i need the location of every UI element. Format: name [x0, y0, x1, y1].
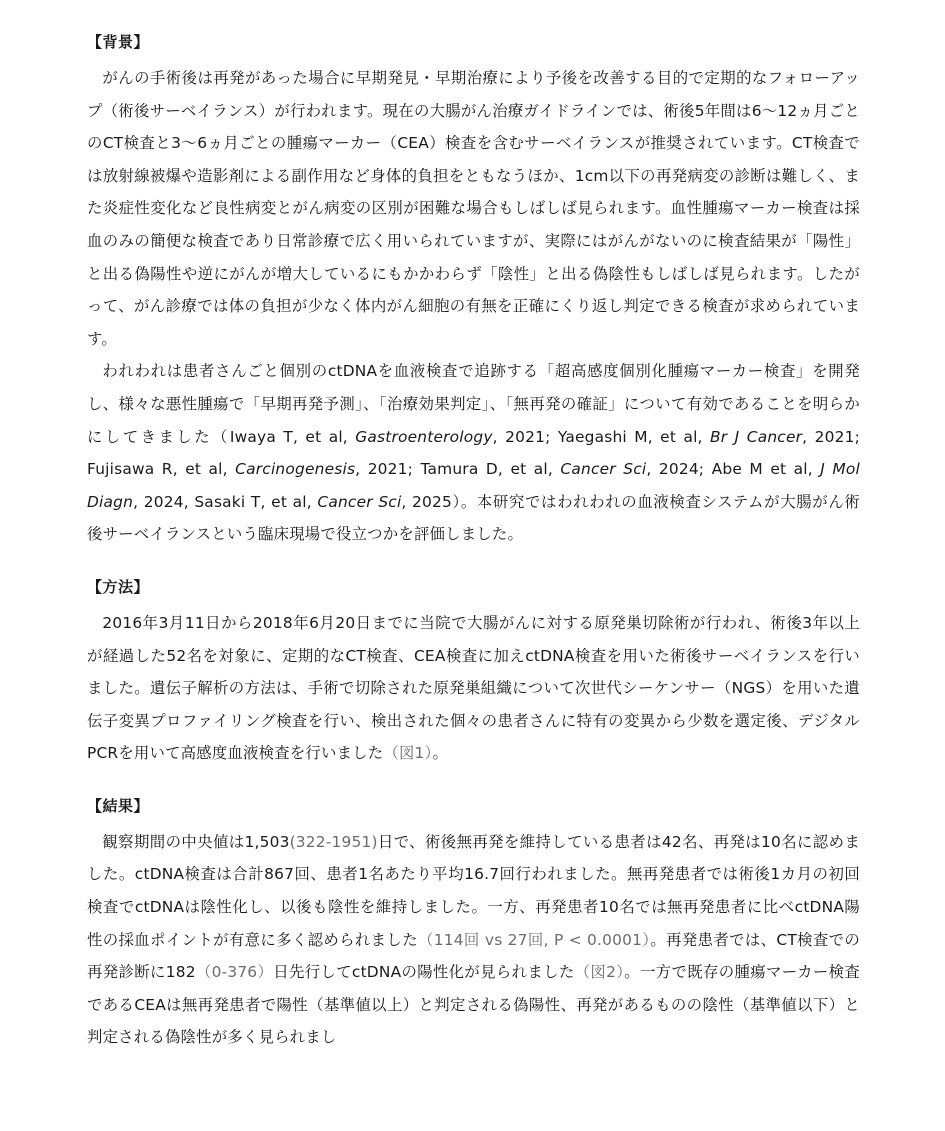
section-heading-methods: 【方法】: [87, 577, 150, 596]
text-span: , 2021; Yaegashi M, et al,: [492, 427, 711, 446]
background-paragraph-2: [87, 355, 860, 551]
range-lead-time: （0-376）: [195, 963, 274, 982]
text-span: , 2021; Fujisawa R, et al,: [87, 427, 860, 479]
text-span: , 2025）。本研究ではわれわれの血液検査システムが大腸がん術後サーベイランスという臨床現場で役立つかを評価しました。: [87, 492, 860, 544]
journal-name: Gastroenterology: [355, 427, 493, 446]
journal-name: Carcinogenesis: [235, 460, 356, 479]
methods-paragraph: [87, 607, 860, 770]
text-span: 2016年3月11日から2018年6月20日までに当院で大腸がんに対する原発巣切除術が行われ、術後3年以上が経過した52名を対象に、定期的なCT検査、CEA検査に加えctDNA検査を用いた術後サーベイランスを行いました。遺伝子解析の方法は、手術で切除された原発巣組織について次世代シーケンサー（NGS）を用いた遺伝子変異プロファイリング検査を行い、検出された個々の患者さんに特有の変異から少数を選定後、デジタルPCRを用いて高感度血液検査を行いました: [87, 613, 860, 763]
section-heading-background: 【背景】: [87, 33, 150, 51]
statistic-reference: （114回 vs 27回, P < 0.0001）: [417, 930, 651, 949]
text-span: われわれは患者さんごと個別のctDNAを血液検査で追跡する「超高感度個別化腫瘍マーカー検査」を開発し、様々な悪性腫瘍で「早期再発予測」、「治療効果判定」、「無再発の確証」について有効であることを明らかにしてきました（Iwaya T, et al,: [87, 362, 860, 446]
figure-reference-1: （図1）: [383, 744, 433, 763]
journal-name: Cancer Sci: [317, 492, 402, 511]
results-paragraph: [87, 826, 860, 1054]
text-span: , 2024, Sasaki T, et al,: [133, 492, 318, 511]
text-span: 。一方で既存の腫瘍マーカー検査であるCEAは無再発患者で陽性（基準値以上）と判定される偽陽性、再発があるものの陰性（基準値以下）と判定される偽陰性が多く見られまし: [87, 963, 860, 1047]
background-paragraph-1: がんの手術後は再発があった場合に早期発見・早期治療により予後を改善する目的で定期的なフォローアップ（術後サーベイランス）が行われます。現在の大腸がん治療ガイドラインでは、術後5年間は6〜12ヵ月ごとのCT検査と3〜6ヵ月ごとの腫瘍マーカー（CEA）検査を含むサーベイランスが推奨されています。CT検査では放射線被爆や造影剤による副作用など身体的負担をともなうほか、1cm以下の再発病変の診断は難しく、また炎症性変化など良性病変とがん病変の区別が困難な場合もしばしば見られます。血性腫瘍マーカー検査は採血のみの簡便な検査であり日常診療で広く用いられていますが、実際にはがんがないのに検査結果が「陽性」と出る偽陽性や逆にがんが増大しているにもかかわらず「陰性」と出る偽陰性もしばしば見られます。したがって、がん診療では体の負担が少なく体内がん細胞の有無を正確にくり返し判定できる検査が求められています。: [87, 69, 860, 348]
journal-name: Br J Cancer: [710, 427, 803, 446]
text-span: 。: [432, 744, 449, 763]
section-heading-results: 【結果】: [87, 796, 150, 815]
text-span: 日で、術後無再発を維持している患者は42名、再発は10名に認めました。ctDNA検査は合計867回、患者1名あたり平均16.7回行われました。無再発患者では術後1カ月の初回検査でctDNAは陰性化し、以後も陰性を維持しました。一方、再発患者10名では無再発患者に比べctDNA陽性の採血ポイントが有意に多く認められました: [87, 832, 860, 949]
text-span: 。再発患者では、CT検査での再発診断に182: [87, 930, 861, 982]
range-observation: (322-1951): [289, 832, 378, 851]
journal-name: J Mol Diagn: [87, 460, 860, 511]
journal-name: Cancer Sci: [560, 460, 647, 479]
text-span: 日先行してctDNAの陽性化が見られました: [273, 963, 575, 982]
text-span: 観察期間の中央値は1,503: [102, 832, 290, 851]
figure-reference-2: （図2）: [574, 963, 625, 982]
text-span: , 2021; Tamura D, et al,: [355, 460, 561, 479]
text-span: , 2024; Abe M et al,: [646, 460, 821, 479]
